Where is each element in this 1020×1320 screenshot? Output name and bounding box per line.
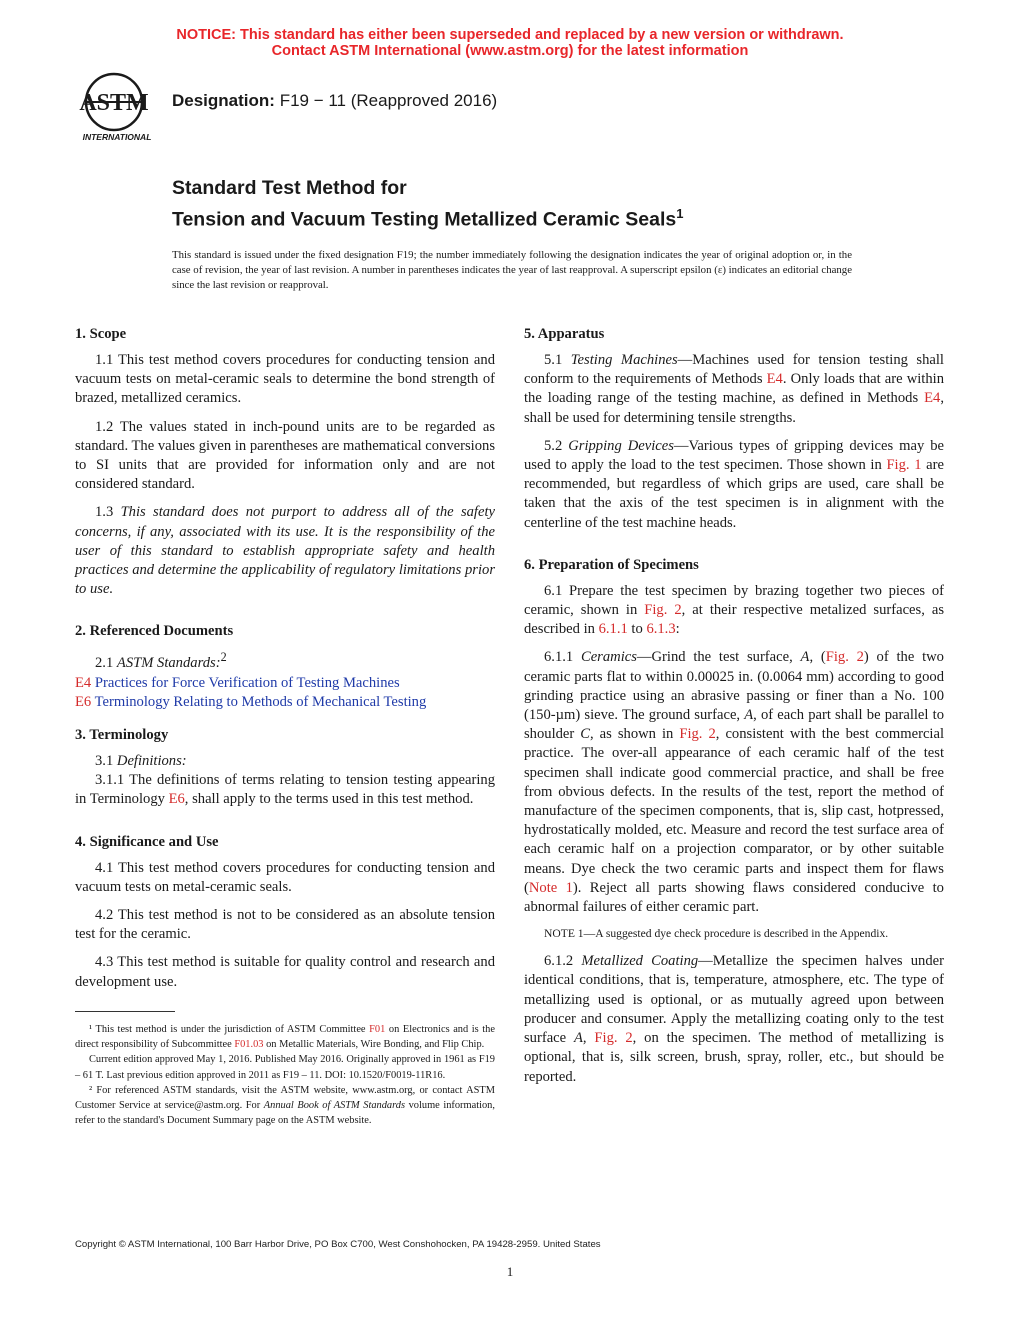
prep-fig2-link-2[interactable]: Fig. 2 (825, 649, 864, 666)
prep-6-1-3-link[interactable]: 6.1.3 (646, 621, 676, 638)
title-footnote-mark: 1 (676, 206, 684, 221)
footnotes (75, 1022, 495, 1128)
prep-6-1-1: 6.1.1 Ceramics—Grind the test surface, A, (Fig. 2) of the two ceramic parts flat to within 0.00025 in. (0.0064 mm) according to good grinding practice using an abrasive passing or finer than a No. 100 (150-µm) sieve. The ground surface, A, of each part shall be parallel to shoulder C, as shown in Fig. 2, consistent with the best commercial practice. The over-all appearance of each ceramic half of the test specimen shall indicate good commercial practice, and shall be free from obvious defects. In the results of the test, report the method of manufacture of the specimen components, that is, slip cast, hotpressed, hydrostatically molded, etc. Measure and record the test surface area of each ceramic half on a projection comparator, or by other suitable means. Dye check the two ceramic parts and inspect them for flaws (Note 1). Reject all parts showing flaws considered conducive to abnormal failures of either ceramic part. (524, 649, 945, 916)
app-e4-link-2[interactable]: E4 (924, 390, 941, 407)
section-preparation-heading: 6. Preparation of Specimens (524, 556, 699, 573)
ref-e6-title[interactable]: Terminology Relating to Methods of Mechanical Testing (94, 693, 427, 710)
logo-word: INTERNATIONAL (82, 132, 152, 142)
withdrawal-notice (0, 27, 1020, 59)
footnote-f0103-link[interactable]: F01.03 (234, 1039, 264, 1051)
scope-1-2: 1.2 The values stated in inch-pound units are to be regarded as standard. The values given in parentheses are mathematical conversions to SI units that are provided for information only and are not considered standard. (75, 418, 495, 493)
sig-4-1: 4.1 This test method covers procedures for conducting tension and vacuum tests on metal-ceramic seals. (75, 859, 495, 895)
section-apparatus-heading: 5. Apparatus (524, 326, 605, 342)
astm-logo-icon (74, 70, 160, 144)
app-5-1: 5.1 Testing Machines—Machines used for tension testing shall conform to the requirements of Methods E4. Only loads that are within the loading range of the testing machine, as defined in Methods E4, shall be used for determining tensile strengths. (524, 352, 944, 426)
ref-e6[interactable] (75, 693, 495, 712)
logo-letters: ASTM (79, 90, 149, 116)
page-number: 1 (506, 1264, 514, 1279)
designation-label: Designation: (172, 91, 275, 110)
title-line-2: Tension and Vacuum Testing Metallized Ceramic Seals (172, 208, 677, 231)
term-3-1-1: 3.1.1 The definitions of terms relating to tension testing appearing in Terminology E6, shall apply to the terms used in this test method. (75, 772, 495, 808)
right-column (524, 325, 944, 1096)
footnote-f01-link[interactable]: F01 (369, 1024, 386, 1035)
section-refs-heading: 2. Referenced Documents (75, 623, 234, 640)
scope-1-3: 1.3 This standard does not purport to address all of the safety concerns, if any, associated with its use. It is the responsibility of the user of this standard to establish appropriate safety and health practices and determine the applicability of regulatory limitations prior to use. (75, 504, 495, 598)
ref-e6-code[interactable]: E6 (75, 693, 92, 710)
notice-line-2: Contact ASTM International (www.astm.org) for the latest information (271, 43, 749, 59)
app-5-2: 5.2 Gripping Devices—Various types of gripping devices may be used to apply the load to the test specimen. Those shown in Fig. 1 are recommended, but regardless of which grips are used, care shall be taken that the axis of the test specimen is in alignment with the centerline of the test machine heads. (524, 437, 944, 531)
copyright: Copyright © ASTM International, 100 Barr Harbor Drive, PO Box C700, West Conshohocken, PA 19428-2959. United States (75, 1239, 601, 1250)
title-line-1: Standard Test Method for (172, 177, 407, 199)
footnote-2: ² For referenced ASTM standards, visit the ASTM website, www.astm.org, or contact ASTM Customer Service at service@astm.org. For Annual Book of ASTM Standards volume information, refer to the standard's Document Summary page on the ASTM website. (75, 1084, 495, 1127)
footnote-divider (75, 1011, 175, 1012)
section-terminology-heading: 3. Terminology (75, 726, 169, 743)
prep-fig2-link-4[interactable]: Fig. 2 (594, 1030, 633, 1047)
left-column (75, 325, 495, 1001)
ref-e4[interactable] (75, 674, 495, 693)
refs-2-1: 2.1 ASTM Standards:$^2$ (95, 650, 227, 672)
footnote-1: ¹ This test method is under the jurisdiction of ASTM Committee F01 on Electronics and is the direct responsibility of Subcommittee F01.03 on Metallic Materials, Wire Bonding, and Flip Chip. (75, 1024, 495, 1051)
prep-fig2-link-3[interactable]: Fig. 2 (679, 726, 716, 743)
footnote-1-edition: Current edition approved May 1, 2016. Published May 2016. Originally approved in 1961 as F19 – 61 T. Last previous edition approved in 2011 as F19 – 11. DOI: 10.1520/F0019-11R16. (75, 1054, 495, 1081)
prep-6-1-1-link[interactable]: 6.1.1 (598, 621, 628, 638)
ref-e4-title[interactable]: Practices for Force Verification of Testing Machines (94, 674, 400, 691)
document-title (172, 176, 684, 233)
note-1: NOTE 1—A suggested dye check procedure is described in the Appendix. (544, 927, 889, 941)
scope-1-1: 1.1 This test method covers procedures for conducting tension and vacuum tests on metal-ceramic seals to determine the bond strength of brazed, metallized ceramics. (75, 352, 495, 407)
sig-4-2: 4.2 This test method is not to be considered as an absolute tension test for the ceramic. (75, 906, 495, 943)
prep-6-1-2: 6.1.2 Metallized Coating—Metallize the specimen halves under identical conditions, that is, temperature, atmosphere, etc. The type of metallizing used is optional, or as mutually agreed upon between producer and consumer. Apply the metallizing coating only to the test surface A, Fig. 2, on the specimen. The method of metallizing is optional, that is, silk screen, brush, spray, roller, etc., but should be reported. (524, 953, 944, 1085)
prep-note1-link[interactable]: Note 1 (528, 879, 573, 896)
term-3-1: 3.1 Definitions: (95, 752, 187, 769)
prep-6-1: 6.1 Prepare the test specimen by brazing together two pieces of ceramic, shown in Fig. 2, at their respective metalized surfaces, as described in 6.1.1 to 6.1.3: (524, 582, 944, 638)
section-scope-heading: 1. Scope (75, 326, 127, 342)
issue-note: This standard is issued under the fixed designation F19; the number immediately following the designation indicates the year of original adoption or, in the case of revision, the year of last revision. A number in parentheses indicates the year of last reapproval. A superscript epsilon (ε) indicates an editorial change since the last revision or reapproval. (172, 249, 852, 291)
sig-4-3: 4.3 This test method is suitable for quality control and research and development use. (75, 954, 495, 990)
designation (172, 91, 497, 111)
prep-fig2-link-1[interactable]: Fig. 2 (644, 602, 682, 619)
designation-value: F19 − 11 (Reapproved 2016) (279, 91, 498, 110)
app-e4-link-1[interactable]: E4 (766, 371, 783, 388)
astm-logo (74, 70, 160, 144)
notice-line-1: NOTICE: This standard has either been superseded and replaced by a new version or withdrawn. (176, 27, 844, 43)
term-e6-link[interactable]: E6 (168, 791, 185, 808)
app-fig1-link[interactable]: Fig. 1 (886, 457, 922, 474)
section-significance-heading: 4. Significance and Use (75, 833, 219, 850)
ref-e4-code[interactable]: E4 (75, 674, 92, 691)
